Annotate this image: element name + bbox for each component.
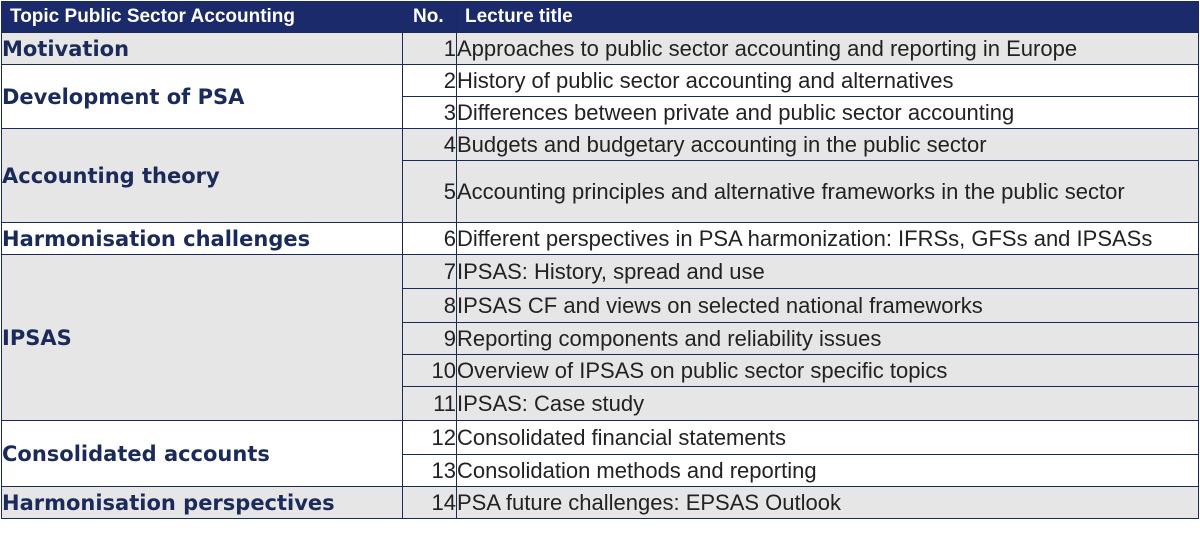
lecture-number: 7: [403, 255, 457, 289]
lecture-number: 12: [403, 421, 457, 455]
lecture-title: Overview of IPSAS on public sector specific topics: [457, 355, 1199, 387]
lecture-number: 11: [403, 387, 457, 421]
table-row: [2, 421, 1199, 455]
topic-cell: Harmonisation perspectives: [2, 487, 403, 519]
lecture-number: 1: [403, 33, 457, 65]
lecture-title: Consolidated financial statements: [457, 421, 1199, 455]
table-row: [2, 255, 1199, 289]
lecture-title: Reporting components and reliability issues: [457, 323, 1199, 355]
lecture-title: History of public sector accounting and alternatives: [457, 65, 1199, 97]
lecture-title: IPSAS CF and views on selected national frameworks: [457, 289, 1199, 323]
lecture-title: Approaches to public sector accounting and reporting in Europe: [457, 33, 1199, 65]
header-topic: Topic Public Sector Accounting: [2, 2, 403, 33]
lecture-title: IPSAS: Case study: [457, 387, 1199, 421]
lecture-title: Budgets and budgetary accounting in the public sector: [457, 129, 1199, 161]
lecture-number: 14: [403, 487, 457, 519]
table-row: [2, 223, 1199, 255]
lecture-title: Accounting principles and alternative frameworks in the public sector: [457, 161, 1199, 223]
header-row: [2, 2, 1199, 33]
lecture-title: IPSAS: History, spread and use: [457, 255, 1199, 289]
topic-cell: IPSAS: [2, 255, 403, 421]
lecture-table: [1, 1, 1199, 519]
lecture-number: 3: [403, 97, 457, 129]
topic-cell: Motivation: [2, 33, 403, 65]
lecture-number: 5: [403, 161, 457, 223]
table-row: [2, 487, 1199, 519]
table-row: [2, 33, 1199, 65]
lecture-number: 8: [403, 289, 457, 323]
topic-cell: Harmonisation challenges: [2, 223, 403, 255]
lecture-title: Differences between private and public sector accounting: [457, 97, 1199, 129]
topic-cell: Consolidated accounts: [2, 421, 403, 487]
lecture-title: Different perspectives in PSA harmonization: IFRSs, GFSs and IPSASs: [457, 223, 1199, 255]
topic-cell: Development of PSA: [2, 65, 403, 129]
lecture-number: 4: [403, 129, 457, 161]
lecture-title: Consolidation methods and reporting: [457, 455, 1199, 487]
lecture-title: PSA future challenges: EPSAS Outlook: [457, 487, 1199, 519]
table-row: [2, 65, 1199, 97]
lecture-number: 10: [403, 355, 457, 387]
header-lecture-title: Lecture title: [457, 2, 1199, 33]
table-row: [2, 129, 1199, 161]
header-number: No.: [403, 2, 457, 33]
lecture-number: 6: [403, 223, 457, 255]
topic-cell: Accounting theory: [2, 129, 403, 223]
lecture-number: 9: [403, 323, 457, 355]
lecture-number: 13: [403, 455, 457, 487]
lecture-number: 2: [403, 65, 457, 97]
